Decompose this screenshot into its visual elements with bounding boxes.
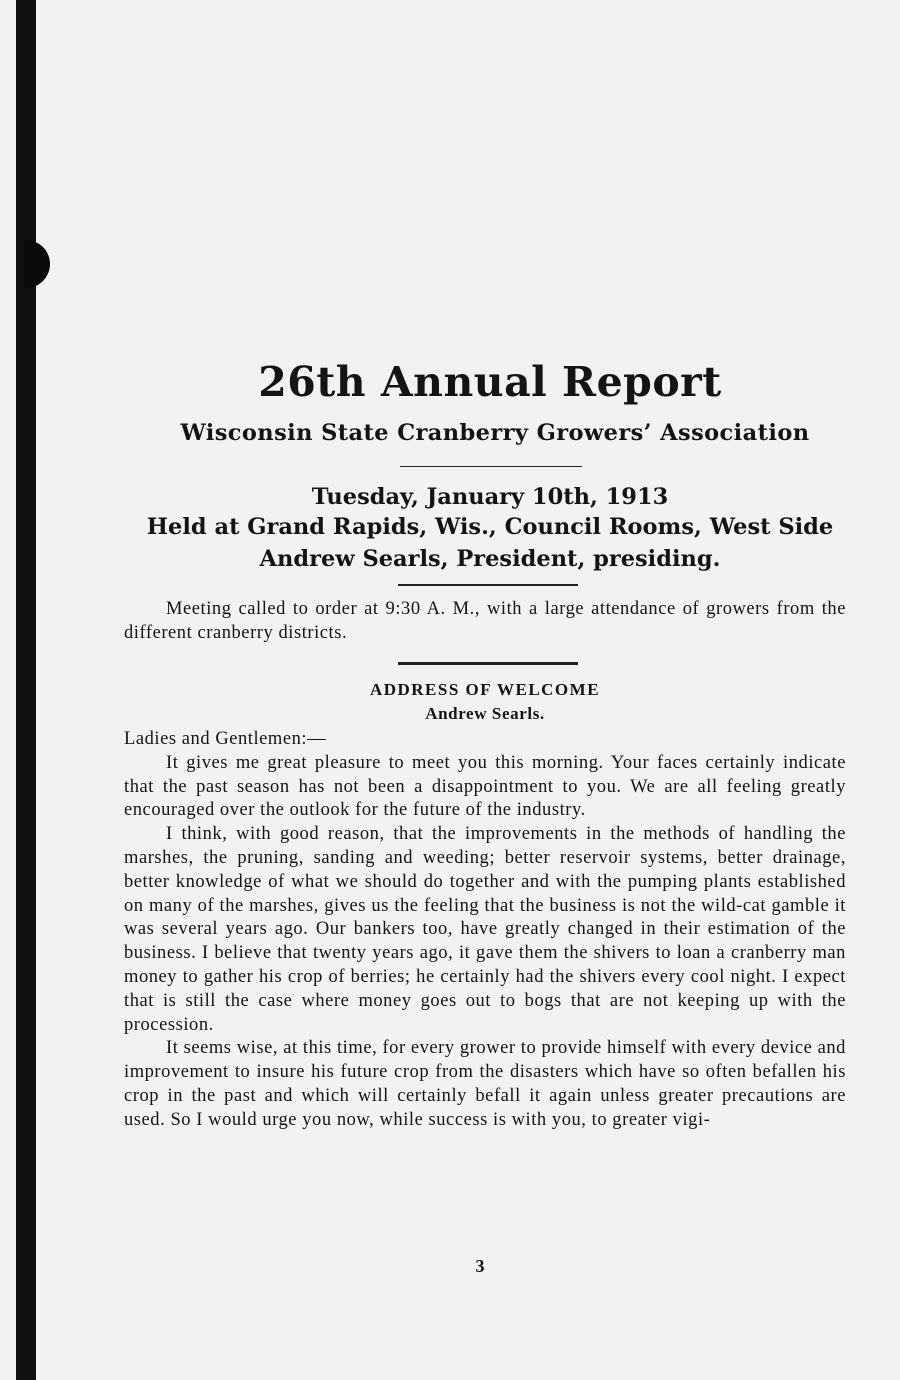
- meeting-location: Held at Grand Rapids, Wis., Council Rooms, West Side: [146, 514, 834, 540]
- body-paragraph: It seems wise, at this time, for every grower to provide himself with every device and improvement to insure his future crop from the disasters which have so often befallen his crop in the past and which will certainly befall it again unless greater precautions are used. So I would urge you now, while success is with you, to greater vigi-: [124, 1038, 846, 1130]
- salutation: Ladies and Gentlemen:—: [124, 729, 327, 749]
- body-paragraph: It gives me great pleasure to meet you this morning. Your faces certainly indicate that the past season has not been a disappointment to you. We are all feeling greatly encouraged over the outlook for the future of the industry.: [124, 752, 846, 821]
- body-paragraph: I think, with good reason, that the improvements in the methods of handling the marshes, the pruning, sanding and weeding; better reservoir systems, better drainage, better knowledge of what we should do together and with the pumping plants established on many of the marshes, gives us the feeling that the business is not the wild-cat gamble it was several years ago. Our bankers too, have greatly changed in their estimation of the business. I believe that twenty years ago, it gave them the shivers to loan a cranberry man money to gather his crop of berries; he certainly had the shivers every cool night. I expect that is still the case where money goes out to bogs that are not keeping up with the procession.: [124, 824, 846, 1035]
- section-heading: ADDRESS OF WELCOME: [369, 680, 601, 699]
- speaker-name: Andrew Searls.: [425, 704, 545, 723]
- divider-rule: [398, 662, 578, 665]
- page-number: 3: [475, 1256, 485, 1276]
- association-name: Wisconsin State Cranberry Growers’ Association: [180, 420, 810, 446]
- divider-rule: [400, 466, 582, 467]
- opening-text: Meeting called to order at 9:30 A. M., with a large attendance of growers from the different cranberry districts.: [124, 599, 846, 643]
- opening-paragraph: [124, 598, 846, 646]
- binding-mark: [24, 240, 50, 288]
- report-title: 26th Annual Report: [258, 358, 722, 406]
- page-binding-edge: [16, 0, 36, 1380]
- presiding-officer: Andrew Searls, President, presiding.: [259, 546, 721, 572]
- meeting-date: Tuesday, January 10th, 1913: [311, 484, 669, 510]
- address-body: [124, 728, 846, 1133]
- divider-rule: [398, 584, 578, 586]
